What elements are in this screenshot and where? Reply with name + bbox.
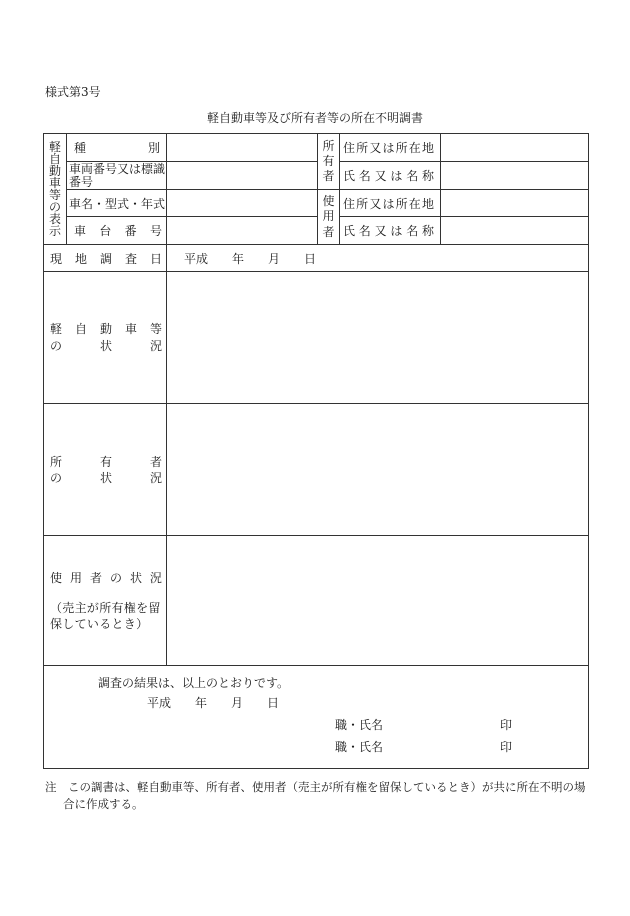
note-line-1: この調書は、軽自動車等、所有者、使用者（売主が所有権を留保しているとき）が共に所在不明の場 [68, 780, 586, 794]
owner-name-value-field [440, 161, 588, 189]
user-status-note-line-1: （売主が所有権を留 [50, 600, 161, 615]
user-status-note-line-2: 保しているとき） [50, 616, 149, 631]
user-status-value-field [166, 535, 588, 665]
user-status-spacer [50, 586, 162, 600]
chassis-value-field [166, 216, 317, 244]
page-title: 軽自動車等及び所有者等の所在不明調書 [206, 111, 423, 125]
model-label-cell [66, 189, 166, 216]
conclusion-cell [43, 665, 588, 768]
conclusion-statement: 調査の結果は、以上のとおりです。 [98, 676, 290, 690]
plate-value-field [166, 161, 317, 189]
note-marker: 注 [45, 780, 57, 794]
user-section-label-cell [317, 189, 339, 244]
user-address-label: 住 所 又 は 所 在 地 [343, 196, 434, 211]
survey-table [43, 133, 589, 769]
vehicle-status-value-field [166, 271, 588, 403]
plate-label-cell [66, 161, 166, 189]
owner-status-label-line-2: の 状 況 [50, 470, 162, 485]
user-address-value-field [440, 189, 588, 216]
user-name-value-field [440, 216, 588, 244]
survey-date-label-cell [43, 244, 166, 271]
survey-date-value-cell [166, 244, 588, 271]
vehicle-display-section-label: 軽自動車等の表示 [48, 140, 61, 238]
conclusion-date: 平成 年 月 日 [147, 696, 280, 710]
owner-status-value-field [166, 403, 588, 535]
chassis-label-cell [66, 216, 166, 244]
owner-section-label-cell [317, 133, 339, 189]
user-address-label-cell [339, 189, 440, 216]
signature-label-2: 職・氏名 [335, 740, 384, 754]
user-status-label: 使 用 者 の 状 況 [50, 570, 162, 585]
seal-mark-2: 印 [500, 740, 513, 754]
user-name-label: 氏 名 又 は 名 称 [343, 224, 434, 238]
owner-status-label-line-1: 所 有 者 [50, 454, 162, 469]
type-value-field [166, 133, 317, 161]
owner-section-label: 所有者 [322, 139, 335, 183]
plate-label: 車両番号又は標識番号 [69, 162, 166, 189]
signature-label-1: 職・氏名 [335, 718, 384, 732]
owner-name-label: 氏 名 又 は 名 称 [343, 169, 434, 183]
owner-address-value-field [440, 133, 588, 161]
form-number: 様式第3号 [45, 85, 101, 99]
survey-date-label: 現 地 調 査 日 [50, 251, 162, 266]
vehicle-status-label-line-1: 軽 自 動 車 等 [50, 321, 162, 336]
owner-name-label-cell [339, 161, 440, 189]
seal-mark-1: 印 [500, 718, 513, 732]
vehicle-status-label-cell [43, 271, 166, 403]
user-section-label: 使用者 [322, 193, 335, 239]
type-label: 種 別 [74, 141, 160, 155]
user-status-label-cell [43, 535, 166, 665]
survey-date-value: 平成 年 月 日 [184, 251, 317, 266]
vehicle-status-label-line-2: の 状 況 [50, 338, 162, 353]
owner-address-label: 住 所 又 は 所 在 地 [343, 141, 434, 155]
model-label: 車名・型式・年式 [69, 196, 166, 211]
owner-status-label-cell [43, 403, 166, 535]
vehicle-display-section-label-cell [43, 133, 66, 244]
model-value-field [166, 189, 317, 216]
type-label-cell [66, 133, 166, 161]
note-line-2: 合に作成する。 [63, 797, 144, 811]
chassis-label: 車 台 番 号 [74, 224, 162, 238]
user-name-label-cell [339, 216, 440, 244]
owner-address-label-cell [339, 133, 440, 161]
